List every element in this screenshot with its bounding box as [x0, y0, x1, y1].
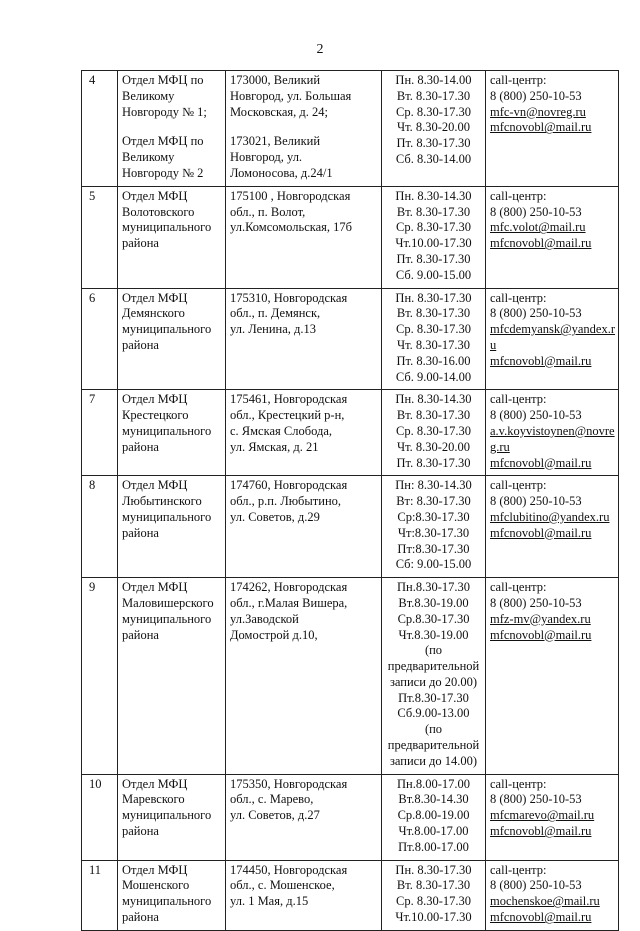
address-line: ул. Советов, д.27 [230, 808, 320, 823]
working-hours-cell [382, 288, 486, 390]
address-line: 175350, Новгородская [230, 776, 348, 791]
contact-line: 8 (800) 250-10-53 [490, 878, 582, 893]
hours-line: Ср. 8.30-17.30 [396, 894, 471, 909]
office-name-line: муниципального [122, 894, 212, 909]
address-line: 175310, Новгородская [230, 290, 348, 305]
hours-line: Чт. 8.30-20.00 [396, 120, 471, 135]
address-line: 173021, Великий [230, 134, 321, 149]
address-cell [226, 186, 382, 288]
hours-line: записи до 14.00) [389, 753, 478, 768]
address-line: ул. Ленина, д.13 [230, 322, 316, 337]
office-name-line: Отдел МФЦ [122, 478, 188, 493]
email-link[interactable]: mfcnovobl@mail.ru [490, 627, 592, 642]
hours-line: Пн.8.30-17.30 [396, 580, 470, 595]
table-row [82, 476, 619, 578]
contact-line: call-центр: [490, 862, 547, 877]
office-name-line: Новгороду № 2 [122, 165, 204, 180]
contact-line: 8 (800) 250-10-53 [490, 204, 582, 219]
table-row [82, 774, 619, 860]
office-name-line: района [122, 910, 159, 925]
row-number: 5 [82, 186, 118, 288]
address-line: 175100 , Новгородская [230, 188, 351, 203]
contact-line: 8 (800) 250-10-53 [490, 88, 582, 103]
address-line: ул. Ямская, д. 21 [230, 439, 319, 454]
address-line: ул. 1 Мая, д.15 [230, 894, 309, 909]
hours-line: Пн. 8.30-14.30 [395, 392, 472, 407]
hours-line: Вт. 8.30-17.30 [396, 408, 471, 423]
hours-line: Вт: 8.30-17.30 [396, 494, 471, 509]
hours-line: Пн. 8.30-14.30 [395, 188, 472, 203]
hours-line: Сб. 8.30-14.00 [395, 151, 472, 166]
hours-line: Чт. 8.30-20.00 [396, 439, 471, 454]
hours-line: (по [424, 643, 443, 658]
row-number: 9 [82, 578, 118, 775]
hours-line: (по [424, 722, 443, 737]
contact-line: 8 (800) 250-10-53 [490, 494, 582, 509]
contact-cell [486, 476, 619, 578]
contact-line: 8 (800) 250-10-53 [490, 306, 582, 321]
hours-line: Вт. 8.30-17.30 [396, 204, 471, 219]
office-name-line: района [122, 824, 159, 839]
contact-cell [486, 774, 619, 860]
contact-line: call-центр: [490, 478, 547, 493]
table-row [82, 860, 619, 930]
email-link[interactable]: mfcnovobl@mail.ru [490, 236, 592, 251]
working-hours-cell [382, 578, 486, 775]
hours-line: Пт.8.30-17.30 [398, 690, 469, 705]
row-number: 10 [82, 774, 118, 860]
contact-line: call-центр: [490, 776, 547, 791]
office-name-cell [118, 186, 226, 288]
hours-line: Пт. 8.30-17.30 [396, 251, 471, 266]
email-link[interactable]: a.v.koyvistoynen@novre [490, 423, 615, 438]
row-number: 6 [82, 288, 118, 390]
hours-line: Чт.8.00-17.00 [398, 824, 469, 839]
office-name-line: Крестецкого [122, 408, 189, 423]
office-name-line: района [122, 337, 159, 352]
page-number: 2 [316, 42, 324, 57]
hours-line: Вт. 8.30-17.30 [396, 878, 471, 893]
hours-line: предварительной [387, 738, 480, 753]
address-cell [226, 578, 382, 775]
contact-cell [486, 578, 619, 775]
hours-line: Пт. 8.30-17.30 [396, 455, 471, 470]
contact-line: 8 (800) 250-10-53 [490, 792, 582, 807]
office-name-line: Новгороду № 1; [122, 104, 207, 119]
contact-line: call-центр: [490, 392, 547, 407]
hours-line: предварительной [387, 659, 480, 674]
hours-line: Чт.8.30-19.00 [398, 627, 469, 642]
hours-line: Пн. 8.30-17.30 [395, 862, 472, 877]
office-name-cell [118, 71, 226, 187]
hours-line: записи до 20.00) [389, 674, 478, 689]
email-link[interactable]: mfcmarevo@mail.ru [490, 808, 595, 823]
hours-line: Ср. 8.30-17.30 [396, 423, 471, 438]
address-line: 174450, Новгородская [230, 862, 348, 877]
office-name-cell [118, 578, 226, 775]
spacer [230, 120, 378, 134]
office-name-line: Отдел МФЦ по [122, 134, 204, 149]
hours-line: Чт.10.00-17.30 [395, 236, 472, 251]
spacer [122, 120, 222, 134]
address-line: обл., г.Малая Вишера, [230, 595, 348, 610]
address-line: ул.Заводской [230, 611, 299, 626]
address-cell [226, 476, 382, 578]
hours-line: Сб. 9.00-14.00 [395, 369, 472, 384]
office-name-line: района [122, 627, 159, 642]
contact-line: 8 (800) 250-10-53 [490, 408, 582, 423]
hours-line: Вт.8.30-19.00 [398, 595, 469, 610]
office-name-cell [118, 390, 226, 476]
email-link[interactable]: mfcdemyansk@yandex.r [490, 322, 616, 337]
email-link[interactable]: mfcnovobl@mail.ru [490, 525, 592, 540]
office-name-cell [118, 288, 226, 390]
office-name-line: муниципального [122, 220, 212, 235]
contact-line: call-центр: [490, 290, 547, 305]
address-line: обл., п. Демянск, [230, 306, 321, 321]
hours-line: Ср.8.30-17.30 [397, 611, 470, 626]
office-name-line: Демянского [122, 306, 185, 321]
mfc-offices-table [81, 70, 619, 931]
address-line: Новгород, ул. [230, 150, 303, 165]
address-line: 174760, Новгородская [230, 478, 348, 493]
address-line: Новгород, ул. Большая [230, 88, 352, 103]
hours-line: Пт:8.30-17.30 [397, 541, 470, 556]
office-name-line: муниципального [122, 423, 212, 438]
address-line: 173000, Великий [230, 73, 321, 87]
contact-line: call-центр: [490, 188, 547, 203]
table-row [82, 186, 619, 288]
hours-line: Пт. 8.30-17.30 [396, 136, 471, 151]
email-link[interactable]: mfc.volot@mail.ru [490, 220, 586, 235]
working-hours-cell [382, 71, 486, 187]
hours-line: Сб: 9.00-15.00 [395, 557, 472, 572]
hours-line: Пт. 8.30-16.00 [396, 353, 471, 368]
contact-line: 8 (800) 250-10-53 [490, 595, 582, 610]
office-name-line: Маловишерского [122, 595, 214, 610]
office-name-line: муниципального [122, 509, 212, 524]
address-line: обл., с. Мошенское, [230, 878, 335, 893]
table-row [82, 578, 619, 775]
office-name-line: муниципального [122, 611, 212, 626]
address-line: обл., р.п. Любытино, [230, 494, 342, 509]
office-name-line: района [122, 525, 159, 540]
address-cell [226, 390, 382, 476]
working-hours-cell [382, 774, 486, 860]
contact-cell [486, 860, 619, 930]
address-line: Домострой д.10, [230, 627, 318, 642]
row-number: 7 [82, 390, 118, 476]
contact-line: call-центр: [490, 73, 547, 87]
office-name-line: Великому [122, 150, 175, 165]
row-number: 11 [82, 860, 118, 930]
contact-cell [486, 390, 619, 476]
office-name-line: Отдел МФЦ [122, 862, 188, 877]
address-line: с. Ямская Слобода, [230, 423, 333, 438]
email-link[interactable]: u [490, 337, 497, 352]
office-name-line: Любытинского [122, 494, 202, 509]
hours-line: Вт.8.30-14.30 [398, 792, 469, 807]
office-name-line: Отдел МФЦ [122, 392, 188, 407]
contact-line: call-центр: [490, 580, 547, 595]
hours-line: Ср:8.30-17.30 [397, 509, 470, 524]
office-name-cell [118, 860, 226, 930]
email-link[interactable]: mfcnovobl@mail.ru [490, 353, 592, 368]
address-line: обл., Крестецкий р-н, [230, 408, 345, 423]
working-hours-cell [382, 390, 486, 476]
row-number: 4 [82, 71, 118, 187]
address-line: ул.Комсомольская, 17б [230, 220, 353, 235]
table-row [82, 390, 619, 476]
email-link[interactable]: mochenskoe@mail.ru [490, 894, 600, 909]
address-cell [226, 774, 382, 860]
email-link[interactable]: mfcnovobl@mail.ru [490, 824, 592, 839]
hours-line: Ср.8.00-19.00 [397, 808, 470, 823]
office-name-cell [118, 774, 226, 860]
hours-line: Чт. 8.30-17.30 [396, 337, 471, 352]
contact-cell [486, 288, 619, 390]
address-cell [226, 860, 382, 930]
office-name-line: района [122, 236, 159, 251]
office-name-line: Отдел МФЦ [122, 580, 188, 595]
address-line: ул. Советов, д.29 [230, 509, 320, 524]
working-hours-cell [382, 476, 486, 578]
email-link[interactable]: mfz-mv@yandex.ru [490, 611, 591, 626]
working-hours-cell [382, 186, 486, 288]
office-name-line: муниципального [122, 322, 212, 337]
address-line: 174262, Новгородская [230, 580, 348, 595]
hours-line: Пн: 8.30-14.30 [395, 478, 472, 493]
table-row [82, 71, 619, 187]
table-row [82, 288, 619, 390]
address-cell [226, 288, 382, 390]
hours-line: Чт:8.30-17.30 [397, 525, 470, 540]
office-name-line: Отдел МФЦ [122, 290, 188, 305]
email-link[interactable]: mfclubitino@yandex.ru [490, 509, 610, 524]
working-hours-cell [382, 860, 486, 930]
email-link[interactable]: g.ru [490, 439, 510, 454]
hours-line: Вт. 8.30-17.30 [396, 306, 471, 321]
hours-line: Пн. 8.30-17.30 [395, 290, 472, 305]
hours-line: Пт.8.00-17.00 [398, 839, 469, 854]
office-name-line: Отдел МФЦ [122, 188, 188, 203]
email-link[interactable]: mfcnovobl@mail.ru [490, 910, 592, 925]
office-name-line: Отдел МФЦ по [122, 73, 204, 87]
office-name-cell [118, 476, 226, 578]
office-name-line: Отдел МФЦ [122, 776, 188, 791]
email-link[interactable]: mfcnovobl@mail.ru [490, 120, 592, 135]
hours-line: Сб. 9.00-15.00 [395, 267, 472, 282]
office-name-line: района [122, 439, 159, 454]
contact-cell [486, 71, 619, 187]
office-name-line: Волотовского [122, 204, 195, 219]
hours-line: Вт. 8.30-17.30 [396, 88, 471, 103]
address-line: Ломоносова, д.24/1 [230, 165, 333, 180]
address-line: Московская, д. 24; [230, 104, 328, 119]
email-link[interactable]: mfcnovobl@mail.ru [490, 455, 592, 470]
address-line: обл., п. Волот, [230, 204, 306, 219]
row-number: 8 [82, 476, 118, 578]
hours-line: Ср. 8.30-17.30 [396, 220, 471, 235]
address-line: обл., с. Марево, [230, 792, 314, 807]
office-name-line: Великому [122, 88, 175, 103]
address-line: 175461, Новгородская [230, 392, 348, 407]
address-cell [226, 71, 382, 187]
hours-line: Ср. 8.30-17.30 [396, 104, 471, 119]
office-name-line: Мошенского [122, 878, 190, 893]
contact-cell [486, 186, 619, 288]
office-name-line: муниципального [122, 808, 212, 823]
email-link[interactable]: mfc-vn@novreg.ru [490, 104, 586, 119]
hours-line: Чт.10.00-17.30 [395, 910, 472, 925]
hours-line: Пн. 8.30-14.00 [395, 73, 472, 87]
office-name-line: Маревского [122, 792, 185, 807]
hours-line: Пн.8.00-17.00 [396, 776, 470, 791]
hours-line: Ср. 8.30-17.30 [396, 322, 471, 337]
hours-line: Сб.9.00-13.00 [397, 706, 470, 721]
